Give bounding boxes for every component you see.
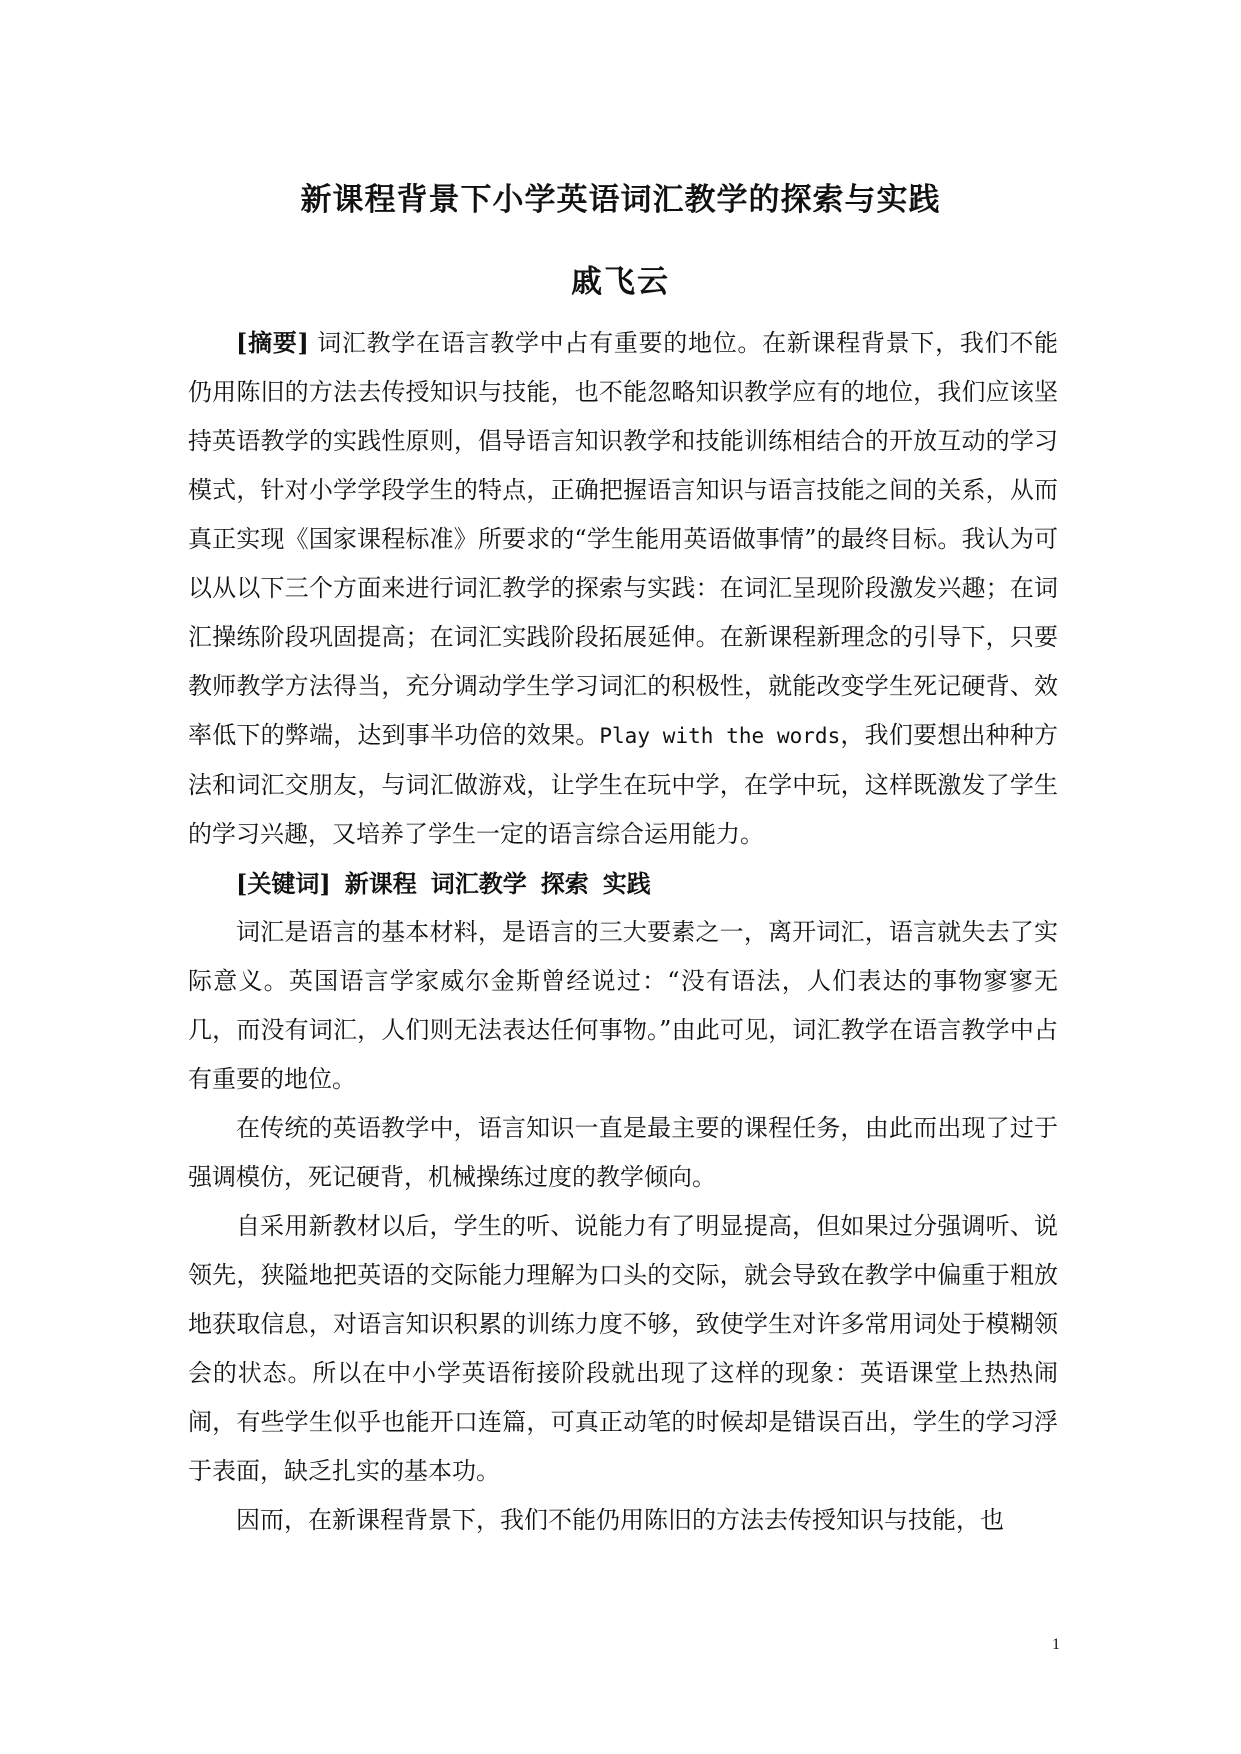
paper-author: 戚飞云 (571, 264, 670, 300)
page-number: 1 (1052, 1636, 1060, 1653)
body-paragraph: 词汇是语言的基本材料，是语言的三大要素之一，离开词汇，语言就失去了实际意义。英国语言学家威尔金斯曾经说过：“没有语法，人们表达的事物寥寥无几，而没有词汇，人们则无法表达任何事物。”由此可见，词汇教学在语言教学中占有重要的地位。 (188, 918, 1058, 1093)
keywords-label: [关键词] (236, 869, 331, 898)
abstract-paragraph (188, 318, 1058, 859)
keyword-item: 实践 (602, 869, 651, 898)
abstract-latin-phrase: Play with the words (599, 724, 841, 748)
keyword-item: 新课程 (344, 869, 417, 898)
body-paragraph: 自采用新教材以后，学生的听、说能力有了明显提高，但如果过分强调听、说领先，狭隘地把英语的交际能力理解为口头的交际，就会导致在教学中偏重于粗放地获取信息，对语言知识积累的训练力度不够，致使学生对许多常用词处于模糊领会的状态。所以在中小学英语衔接阶段就出现了这样的现象：英语课堂上热热闹闹，有些学生似乎也能开口连篇，可真正动笔的时候却是错误百出，学生的学习浮于表面，缺乏扎实的基本功。 (188, 1212, 1058, 1485)
keyword-item: 探索 (540, 869, 589, 898)
paper-title: 新课程背景下小学英语词汇教学的探索与实践 (300, 182, 941, 218)
body-paragraph: 因而，在新课程背景下，我们不能仍用陈旧的方法去传授知识与技能，也 (236, 1506, 1004, 1534)
abstract-text-2: ，我们要想出种种方法和词汇交朋友，与词汇做游戏，让学生在玩中学，在学中玩，这样既激发了学生的学习兴趣，又培养了学生一定的语言综合运用能力。 (188, 721, 1059, 848)
paper-body (188, 318, 1058, 1545)
body-paragraph: 在传统的英语教学中，语言知识一直是最主要的课程任务，由此而出现了过于强调模仿，死记硬背，机械操练过度的教学倾向。 (188, 1114, 1058, 1191)
abstract-label: [摘要] (236, 328, 309, 357)
keywords-line (188, 859, 1058, 908)
abstract-text-1: 词汇教学在语言教学中占有重要的地位。在新课程背景下，我们不能仍用陈旧的方法去传授知识与技能，也不能忽略知识教学应有的地位，我们应该坚持英语教学的实践性原则，倡导语言知识教学和技能训练相结合的开放互动的学习模式，针对小学学段学生的特点，正确把握语言知识与语言技能之间的关系，从而真正实现《国家课程标准》所要求的“学生能用英语做事情”的最终目标。我认为可以从以下三个方面来进行词汇教学的探索与实践：在词汇呈现阶段激发兴趣；在词汇操练阶段巩固提高；在词汇实践阶段拓展延伸。在新课程新理念的引导下，只要教师教学方法得当，充分调动学生学习词汇的积极性，就能改变学生死记硬背、效率低下的弊端，达到事半功倍的效果。 (188, 329, 1059, 749)
keyword-item: 词汇教学 (430, 869, 527, 898)
